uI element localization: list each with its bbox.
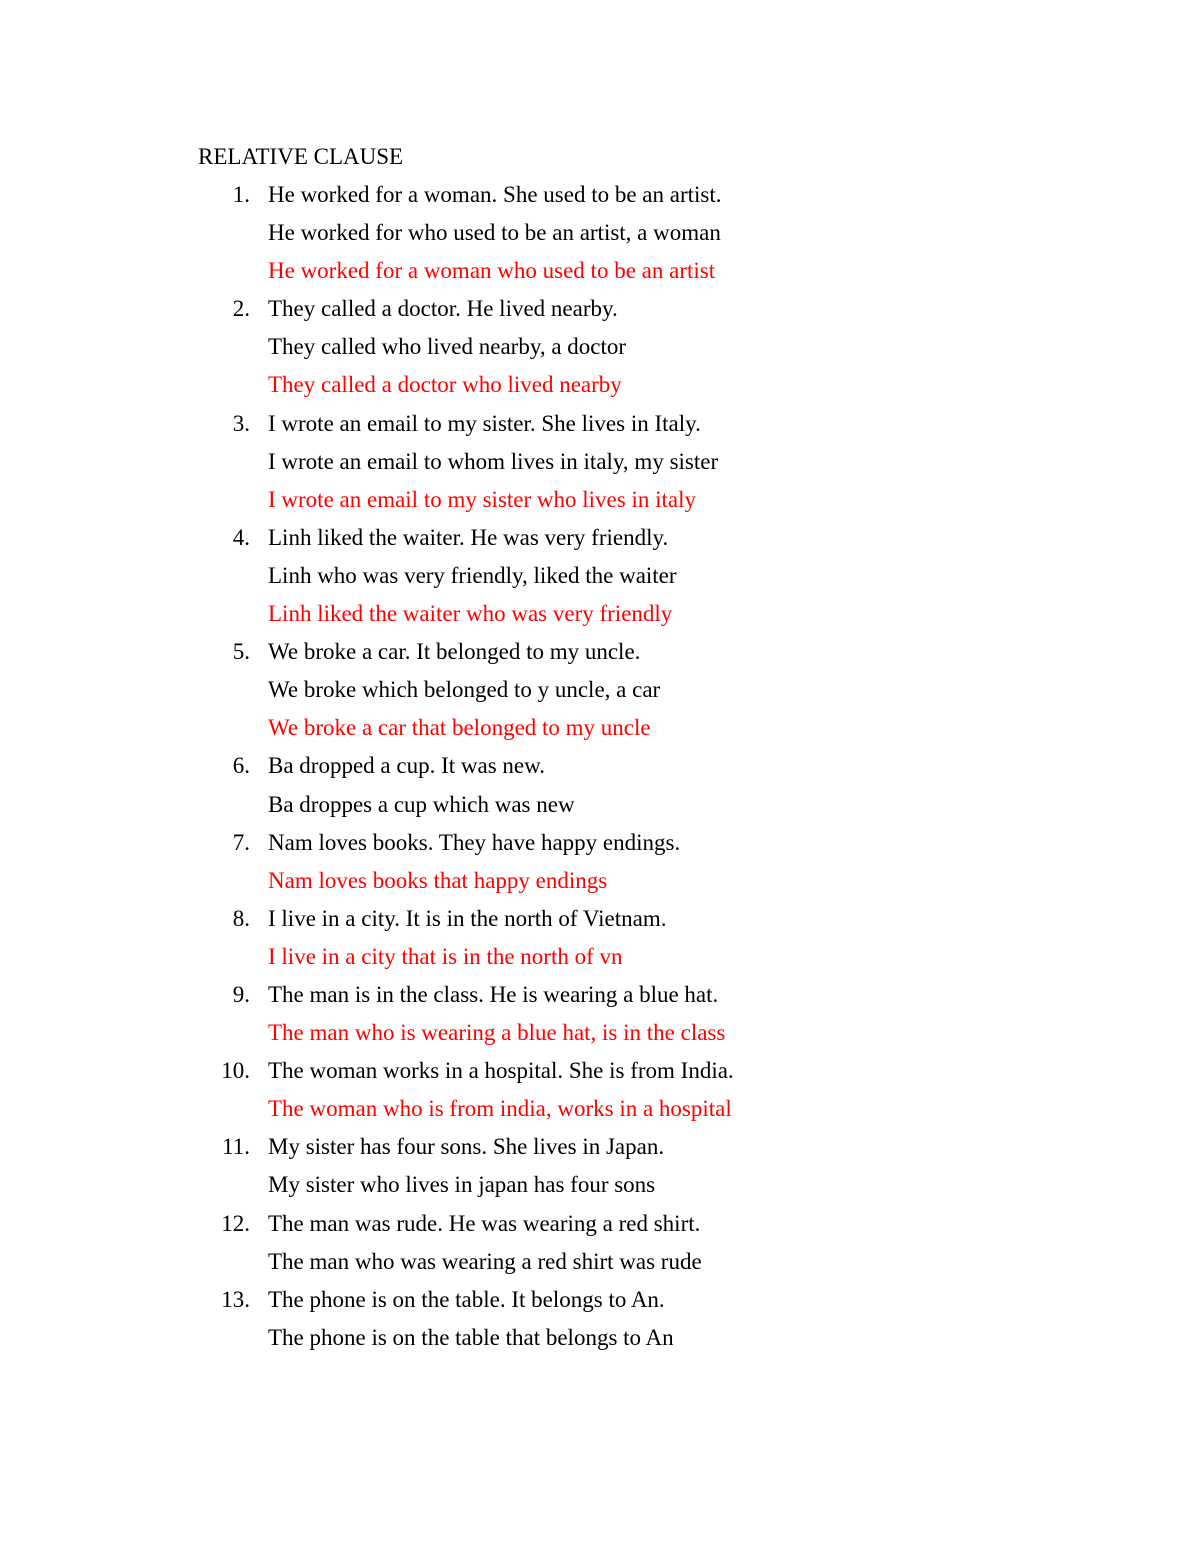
exercise-number: 6. — [232, 753, 250, 779]
exercise-attempt-line — [0, 561, 1200, 599]
exercise-number: 1. — [232, 182, 250, 207]
sentence-text: The man is in the class. He is wearing a blue hat. — [268, 981, 719, 1007]
exercise-prompt-line — [0, 180, 1200, 218]
answer-line — [0, 1094, 1200, 1132]
sentence-text: They called who lived nearby, a doctor — [268, 334, 627, 360]
sentence-text: The woman works in a hospital. She is from India. — [268, 1058, 734, 1084]
exercise-attempt-line — [0, 1323, 1200, 1361]
exercise-number: 4. — [232, 524, 250, 550]
answer-text: They called a doctor who lived nearby — [268, 372, 622, 398]
sentence-text: The phone is on the table. It belongs to An. — [268, 1286, 665, 1312]
sentence-text: He worked for who used to be an artist, a woman — [268, 220, 721, 246]
exercise-prompt-line — [0, 294, 1200, 332]
answer-line — [0, 599, 1200, 637]
sentence-text: The phone is on the table that belongs to An — [268, 1324, 674, 1350]
exercise-attempt-line — [0, 790, 1200, 828]
answer-text: Nam loves books that happy endings — [268, 867, 608, 893]
answer-text: I live in a city that is in the north of vn — [268, 943, 623, 969]
answer-line — [0, 1018, 1200, 1056]
answer-text: We broke a car that belonged to my uncle — [268, 715, 651, 741]
exercise-number: 10. — [221, 1058, 250, 1084]
sentence-text: I live in a city. It is in the north of Vietnam. — [268, 905, 667, 931]
sentence-text: The man who was wearing a red shirt was rude — [268, 1248, 702, 1274]
exercise-prompt-line — [0, 1056, 1200, 1094]
sentence-text: Ba dropped a cup. It was new. — [268, 753, 545, 779]
answer-line — [0, 485, 1200, 523]
exercise-prompt-line — [0, 751, 1200, 789]
sentence-text: We broke which belonged to y uncle, a car — [268, 677, 661, 703]
answer-text: Linh liked the waiter who was very friendly — [268, 601, 673, 627]
exercise-attempt-line — [0, 447, 1200, 485]
exercise-attempt-line — [0, 218, 1200, 256]
answer-line — [0, 256, 1200, 294]
answer-line — [0, 713, 1200, 751]
sentence-text: I wrote an email to my sister. She lives in Italy. — [268, 410, 701, 436]
exercise-attempt-line — [0, 1170, 1200, 1208]
exercise-prompt-line — [0, 1285, 1200, 1323]
exercise-prompt-line — [0, 904, 1200, 942]
exercise-prompt-line — [0, 980, 1200, 1018]
sentence-text: I wrote an email to whom lives in italy, my sister — [268, 448, 719, 474]
sentence-text: They called a doctor. He lived nearby. — [268, 296, 618, 322]
sentence-text: My sister has four sons. She lives in Japan. — [268, 1134, 665, 1160]
sentence-text: Nam loves books. They have happy endings. — [268, 829, 681, 855]
answer-line — [0, 370, 1200, 408]
sentence-text: My sister who lives in japan has four sons — [268, 1172, 656, 1198]
exercise-attempt-line — [0, 675, 1200, 713]
exercise-number: 5. — [232, 639, 250, 665]
exercise-prompt-line — [0, 828, 1200, 866]
exercise-attempt-line — [0, 332, 1200, 370]
answer-text: I wrote an email to my sister who lives in italy — [268, 486, 696, 512]
exercise-number: 2. — [232, 296, 250, 322]
answer-text: He worked for a woman who used to be an artist — [268, 258, 716, 284]
answer-line — [0, 866, 1200, 904]
exercise-number: 3. — [232, 410, 250, 436]
answer-text: The woman who is from india, works in a hospital — [268, 1096, 732, 1122]
exercise-prompt-line — [0, 1209, 1200, 1247]
document-title: RELATIVE CLAUSE — [198, 144, 404, 169]
exercise-number: 9. — [232, 981, 250, 1007]
exercise-number: 7. — [232, 829, 250, 855]
sentence-text: He worked for a woman. She used to be an artist. — [268, 182, 722, 207]
exercise-number: 13. — [221, 1286, 250, 1312]
exercise-attempt-line — [0, 1247, 1200, 1285]
exercise-list — [0, 180, 1200, 1361]
exercise-prompt-line — [0, 1132, 1200, 1170]
exercise-prompt-line — [0, 523, 1200, 561]
exercise-prompt-line — [0, 637, 1200, 675]
exercise-prompt-line — [0, 409, 1200, 447]
sentence-text: Linh liked the waiter. He was very friendly. — [268, 524, 669, 550]
sentence-text: Linh who was very friendly, liked the waiter — [268, 562, 677, 588]
sentence-text: The man was rude. He was wearing a red shirt. — [268, 1210, 701, 1236]
answer-line — [0, 942, 1200, 980]
sentence-text: We broke a car. It belonged to my uncle. — [268, 639, 641, 665]
answer-text: The man who is wearing a blue hat, is in the class — [268, 1020, 726, 1046]
exercise-number: 8. — [232, 905, 250, 931]
sentence-text: Ba droppes a cup which was new — [268, 791, 575, 817]
exercise-number: 11. — [222, 1134, 250, 1160]
exercise-number: 12. — [221, 1210, 250, 1236]
